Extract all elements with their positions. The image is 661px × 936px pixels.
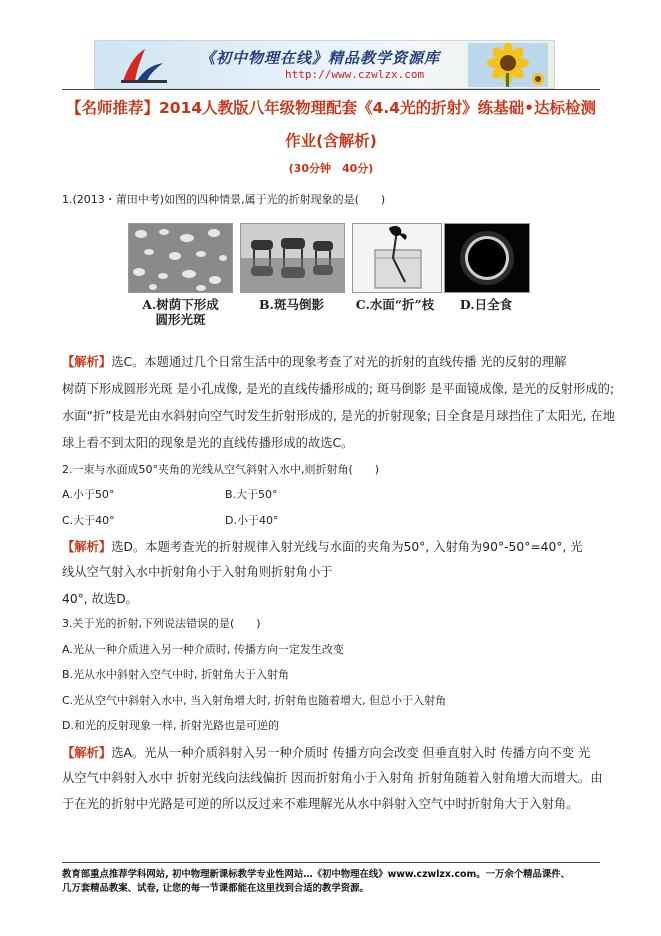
q2-stem: 2.一束与水面成50°夹角的光线从空气斜射入水中,则折射角( ) xyxy=(62,463,380,476)
analysis-text: 选D。本题考查光的折射规律入射光线与水面的夹角为50°, 入射角为90°-50°=40°, 光 xyxy=(111,540,583,554)
q1-analysis-line2: 树荫下形成圆形光斑 是小孔成像, 是光的直线传播形成的; 斑马倒影 是平面镜成像, 是光的反射形成的; xyxy=(62,382,615,396)
caption-c: C.水面“折”枝 xyxy=(355,297,435,312)
q3-option-b: B.光从水中斜射入空气中时, 折射角大于入射角 xyxy=(62,668,290,681)
q1-stem: 1.(2013・莆田中考)如图的四种情景,属于光的折射现象的是( ) xyxy=(62,193,386,206)
q3-option-d: D.和光的反射现象一样, 折射光路也是可逆的 xyxy=(62,719,279,732)
analysis-text: 选A。光从一种介质斜射入另一种介质时 传播方向会改变 但垂直射入时 传播方向不变 光 xyxy=(111,746,591,760)
analysis-tag: 【解析】 xyxy=(62,746,112,760)
solar-eclipse-image xyxy=(444,223,530,293)
q1-analysis-line1 xyxy=(62,352,566,370)
page-title: 【名师推荐】2014人教版八年级物理配套《4.4光的折射》练基础•达标检测 xyxy=(65,99,596,117)
caption-a-line2: 圆形光斑 xyxy=(155,312,206,327)
header-rule xyxy=(62,89,600,90)
q3-option-c: C.光从空气中斜射入水中, 当入射角增大时, 折射角也随着增大, 但总小于入射角 xyxy=(62,694,447,707)
analysis-tag: 【解析】 xyxy=(62,540,112,554)
q1-analysis-line4: 球上看不到太阳的现象是光的直线传播形成的故选C。 xyxy=(62,436,354,450)
bent-branch-image xyxy=(352,223,442,293)
footer-rule xyxy=(62,862,600,863)
q2-analysis-line3: 40°, 故选D。 xyxy=(62,592,138,606)
caption-d: D.日全食 xyxy=(459,297,513,312)
footer-line1: 教育部重点推荐学科网站, 初中物理新课标教学专业性网站…《初中物理在线》www.czwlzx.com。一万余个精品课件、 xyxy=(62,869,570,880)
caption-a-line1: A.树荫下形成 xyxy=(142,297,219,312)
caption-a xyxy=(118,297,243,327)
time-limit: (30分钟 40分) xyxy=(288,162,374,175)
q2-analysis-line2: 线从空气射入水中折射角小于入射角则折射角小于 xyxy=(62,565,333,579)
zebra-reflection-image xyxy=(240,223,345,293)
analysis-text: 选C。本题通过几个日常生活中的现象考查了对光的折射的直线传播 光的反射的理解 xyxy=(111,355,567,369)
caption-b: B.斑马倒影 xyxy=(259,297,324,312)
q2-option-a: A.小于50° xyxy=(62,488,115,501)
q2-option-c: C.大于40° xyxy=(62,514,115,527)
footer-line2: 几万套精品教案、试卷, 让您的每一节课都能在这里找到合适的教学资源。 xyxy=(62,883,369,894)
banner-title: 《初中物理在线》精品教学资源库 xyxy=(200,49,441,67)
q2-option-b: B.大于50° xyxy=(225,488,278,501)
q2-analysis-line1 xyxy=(62,537,583,555)
q3-analysis-line3: 于在光的折射中光路是可逆的所以反过来不难理解光从水中斜射入空气中时折射角大于入射角。 xyxy=(62,797,579,811)
q3-analysis-line1 xyxy=(62,743,590,761)
q3-option-a: A.光从一种介质进入另一种介质时, 传播方向一定发生改变 xyxy=(62,643,344,656)
site-logo-icon xyxy=(115,45,175,85)
q3-stem: 3.关于光的折射,下列说法错误的是( ) xyxy=(62,617,261,630)
q1-analysis-line3: 水面“折”枝是光由水斜射向空气时发生折射形成的, 是光的折射现象; 日全食是月球挡住了太阳光, 在地 xyxy=(62,409,615,423)
sunflower-icon xyxy=(468,43,548,87)
banner-url[interactable]: http://www.czwlzx.com xyxy=(285,68,425,81)
q3-analysis-line2: 从空气中斜射入水中 折射光线向法线偏折 因而折射角小于入射角 折射角随着入射角增大而增大。由 xyxy=(62,771,603,785)
header-banner xyxy=(94,40,555,89)
analysis-tag: 【解析】 xyxy=(62,355,112,369)
tree-shadow-image xyxy=(128,223,233,293)
page-title-line2: 作业(含解析) xyxy=(285,132,377,150)
q2-option-d: D.小于40° xyxy=(225,514,279,527)
